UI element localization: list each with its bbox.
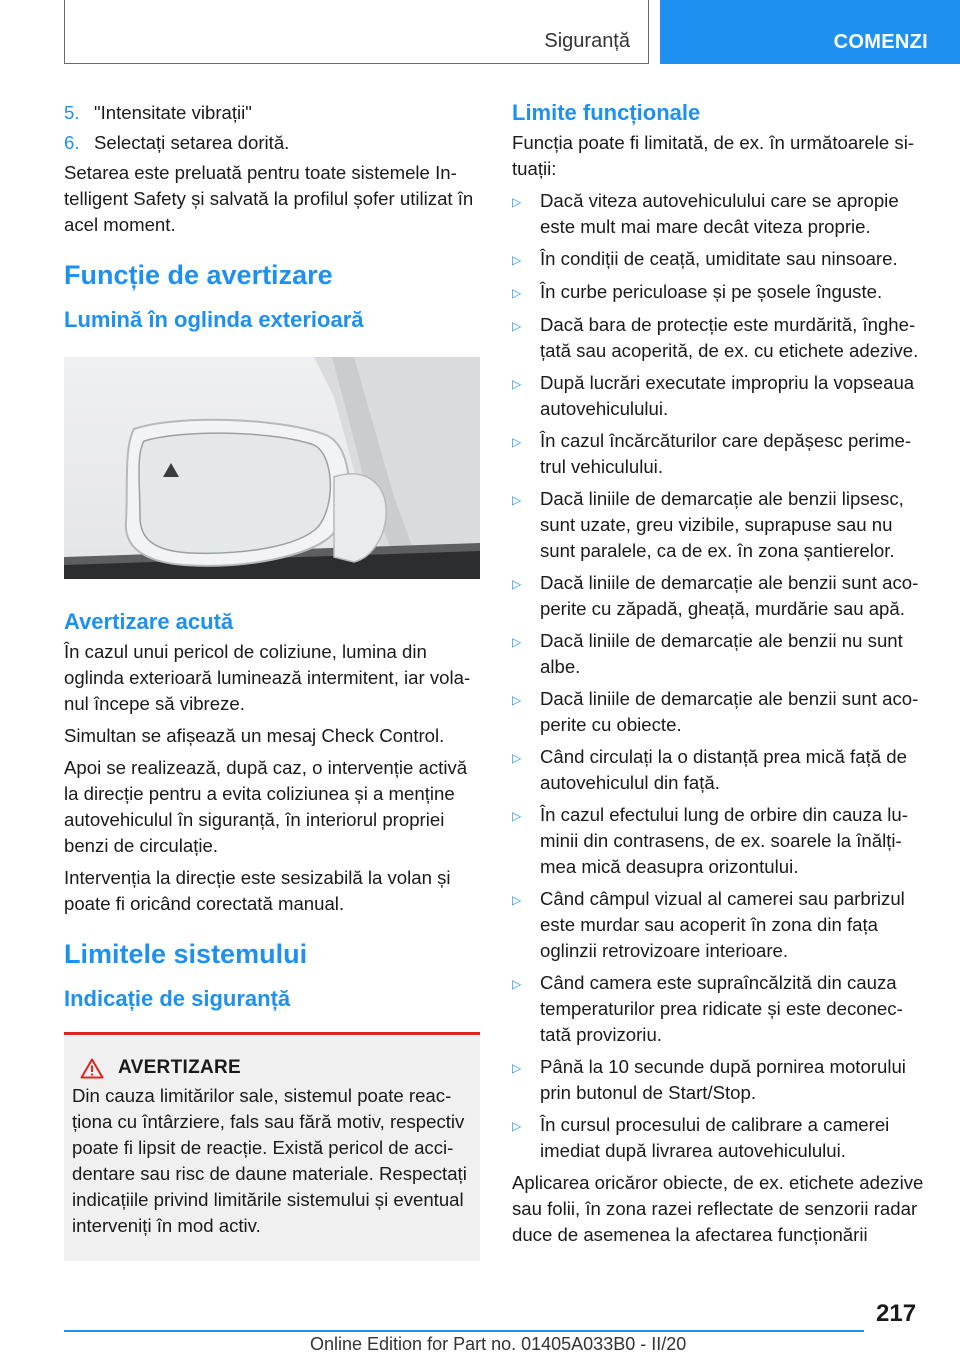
list-item-text: Dacă liniile de demarcație ale benzii sunt acoperite cu obiecte. — [540, 688, 919, 735]
footer-divider — [64, 1330, 864, 1332]
step-text: "Intensitate vibrații" — [94, 102, 252, 123]
mirror-illustration — [64, 357, 480, 579]
list-item — [512, 628, 924, 680]
list-item — [512, 970, 924, 1048]
bullet-triangle-icon: ▷ — [512, 1119, 522, 1133]
left-column — [64, 100, 480, 1261]
list-item-text: Până la 10 secunde după pornirea motorului prin butonul de Start/Stop. — [540, 1056, 906, 1103]
list-item-text: Când câmpul vizual al camerei sau parbrizul este murdar sau acoperit în zona din fața oglinzii retrovizoare interioare. — [540, 888, 905, 961]
heading-safety-note: Indicație de siguranță — [64, 986, 291, 1011]
list-item-text: În condiții de ceață, umiditate sau ninsoare. — [540, 248, 898, 269]
list-item-text: Când circulați la o distanță prea mică față de autovehiculul din față. — [540, 746, 907, 793]
list-item-text: Dacă liniile de demarcație ale benzii sunt acoperite cu zăpadă, gheață, murdărie sau apă. — [540, 572, 919, 619]
bullet-triangle-icon: ▷ — [512, 809, 522, 823]
bullet-triangle-icon: ▷ — [512, 977, 522, 991]
section-title: Siguranță — [544, 30, 630, 52]
step-text: Selectați setarea dorită. — [94, 132, 290, 153]
bullet-triangle-icon: ▷ — [512, 751, 522, 765]
intro-paragraph: Setarea este preluată pentru toate sistemele Intelligent Safety și salvată la profilul șofer utilizat în acel moment. — [64, 162, 474, 235]
right-column — [512, 100, 924, 1254]
list-item — [512, 312, 924, 364]
list-item-text: În cazul încărcăturilor care depășesc perimetrul vehiculului. — [540, 430, 912, 477]
bullet-triangle-icon: ▷ — [512, 577, 522, 591]
step-item — [64, 100, 480, 126]
list-item-text: În cursul procesului de calibrare a camerei imediat după livrarea autovehiculului. — [540, 1114, 890, 1161]
list-item-text: Dacă liniile de demarcație ale benzii lipsesc, sunt uzate, greu vizibile, suprapuse sau nu sunt paralele, ca de ex. în zona șantierelor. — [540, 488, 904, 561]
chapter-tab-label: COMENZI — [833, 31, 928, 53]
heading-functional-limits: Limite funcționale — [512, 100, 701, 125]
chapter-tab[interactable] — [660, 0, 960, 64]
bullet-triangle-icon: ▷ — [512, 893, 522, 907]
warning-box — [64, 1032, 480, 1261]
bullet-triangle-icon: ▷ — [512, 319, 522, 333]
acute-paragraph: Simultan se afișează un mesaj Check Control. — [64, 725, 445, 746]
edition-text: Online Edition for Part no. 01405A033B0 - II/20 — [310, 1334, 687, 1354]
bullet-triangle-icon: ▷ — [512, 377, 522, 391]
bullet-triangle-icon: ▷ — [512, 195, 522, 209]
list-item — [512, 686, 924, 738]
mirror-photo — [64, 357, 480, 579]
limits-list — [512, 188, 924, 1164]
bullet-triangle-icon: ▷ — [512, 493, 522, 507]
list-item — [512, 246, 924, 273]
list-item-text: Dacă bara de protecție este murdărită, înghețată sau acoperită, de ex. cu etichete adezive. — [540, 314, 919, 361]
list-item — [512, 1112, 924, 1164]
warning-text: Din cauza limitărilor sale, sistemul poate reacționa cu întârziere, fals sau fără motiv, respectiv poate fi lipsit de reacție. Există pericol de accidentare sau risc de daune materiale. Respectați indicațiile privind limitările sistemului și eventual interveniți în mod activ. — [72, 1085, 467, 1236]
list-item-text: În curbe periculoase și pe șosele înguste. — [540, 281, 883, 302]
list-item — [512, 428, 924, 480]
step-number: 5. — [64, 102, 80, 123]
limits-intro: Funcția poate fi limitată, de ex. în următoarele situații: — [512, 132, 915, 179]
list-item — [512, 370, 924, 422]
acute-paragraph: Apoi se realizează, după caz, o intervenție activă la direcție pentru a evita coliziunea și a menține autovehiculul în siguranță, în interiorul propriei benzi de circulație. — [64, 757, 468, 856]
list-item — [512, 886, 924, 964]
bullet-triangle-icon: ▷ — [512, 635, 522, 649]
list-item-text: Dacă viteza autovehiculului care se apropie este mult mai mare decât viteza proprie. — [540, 190, 899, 237]
list-item-text: Dacă liniile de demarcație ale benzii nu sunt albe. — [540, 630, 903, 677]
step-item — [64, 130, 480, 156]
acute-paragraph: În cazul unui pericol de coliziune, lumina din oglinda exterioară luminează intermitent, iar volanul începe să vibreze. — [64, 641, 471, 714]
list-item — [512, 802, 924, 880]
list-item — [512, 486, 924, 564]
list-item — [512, 570, 924, 622]
list-item — [512, 1054, 924, 1106]
bullet-triangle-icon: ▷ — [512, 253, 522, 267]
page-number: 217 — [876, 1300, 917, 1327]
bullet-triangle-icon: ▷ — [512, 1061, 522, 1075]
acute-paragraph: Intervenția la direcție este sesizabilă la volan și poate fi oricând corectată manual. — [64, 867, 451, 914]
heading-system-limits: Limitele sistemului — [64, 939, 308, 969]
warning-title: AVERTIZARE — [118, 1057, 241, 1078]
bullet-triangle-icon: ▷ — [512, 435, 522, 449]
warning-triangle-icon — [80, 1058, 104, 1079]
header-frame — [64, 0, 649, 64]
bullet-triangle-icon: ▷ — [512, 286, 522, 300]
warning-header — [72, 1057, 472, 1079]
heading-acute-warning: Avertizare acută — [64, 609, 234, 634]
list-item — [512, 744, 924, 796]
heading-mirror-light: Lumină în oglinda exterioară — [64, 307, 364, 332]
outro-paragraph: Aplicarea oricăror obiecte, de ex. etichete adezive sau folii, în zona razei reflectate de senzorii radar duce de asemenea la afectarea funcționării — [512, 1172, 924, 1245]
heading-warning-function: Funcție de avertizare — [64, 260, 333, 290]
list-item — [512, 188, 924, 240]
step-number: 6. — [64, 132, 80, 153]
bullet-triangle-icon: ▷ — [512, 693, 522, 707]
list-item-text: Când camera este supraîncălzită din cauza temperaturilor prea ridicate și este deconectată provizoriu. — [540, 972, 903, 1045]
list-item-text: În cazul efectului lung de orbire din cauza luminii din contrasens, de ex. soarele la înălțimea mică deasupra orizontului. — [540, 804, 908, 877]
list-item — [512, 279, 924, 306]
list-item-text: După lucrări executate impropriu la vopseaua autovehiculului. — [540, 372, 915, 419]
